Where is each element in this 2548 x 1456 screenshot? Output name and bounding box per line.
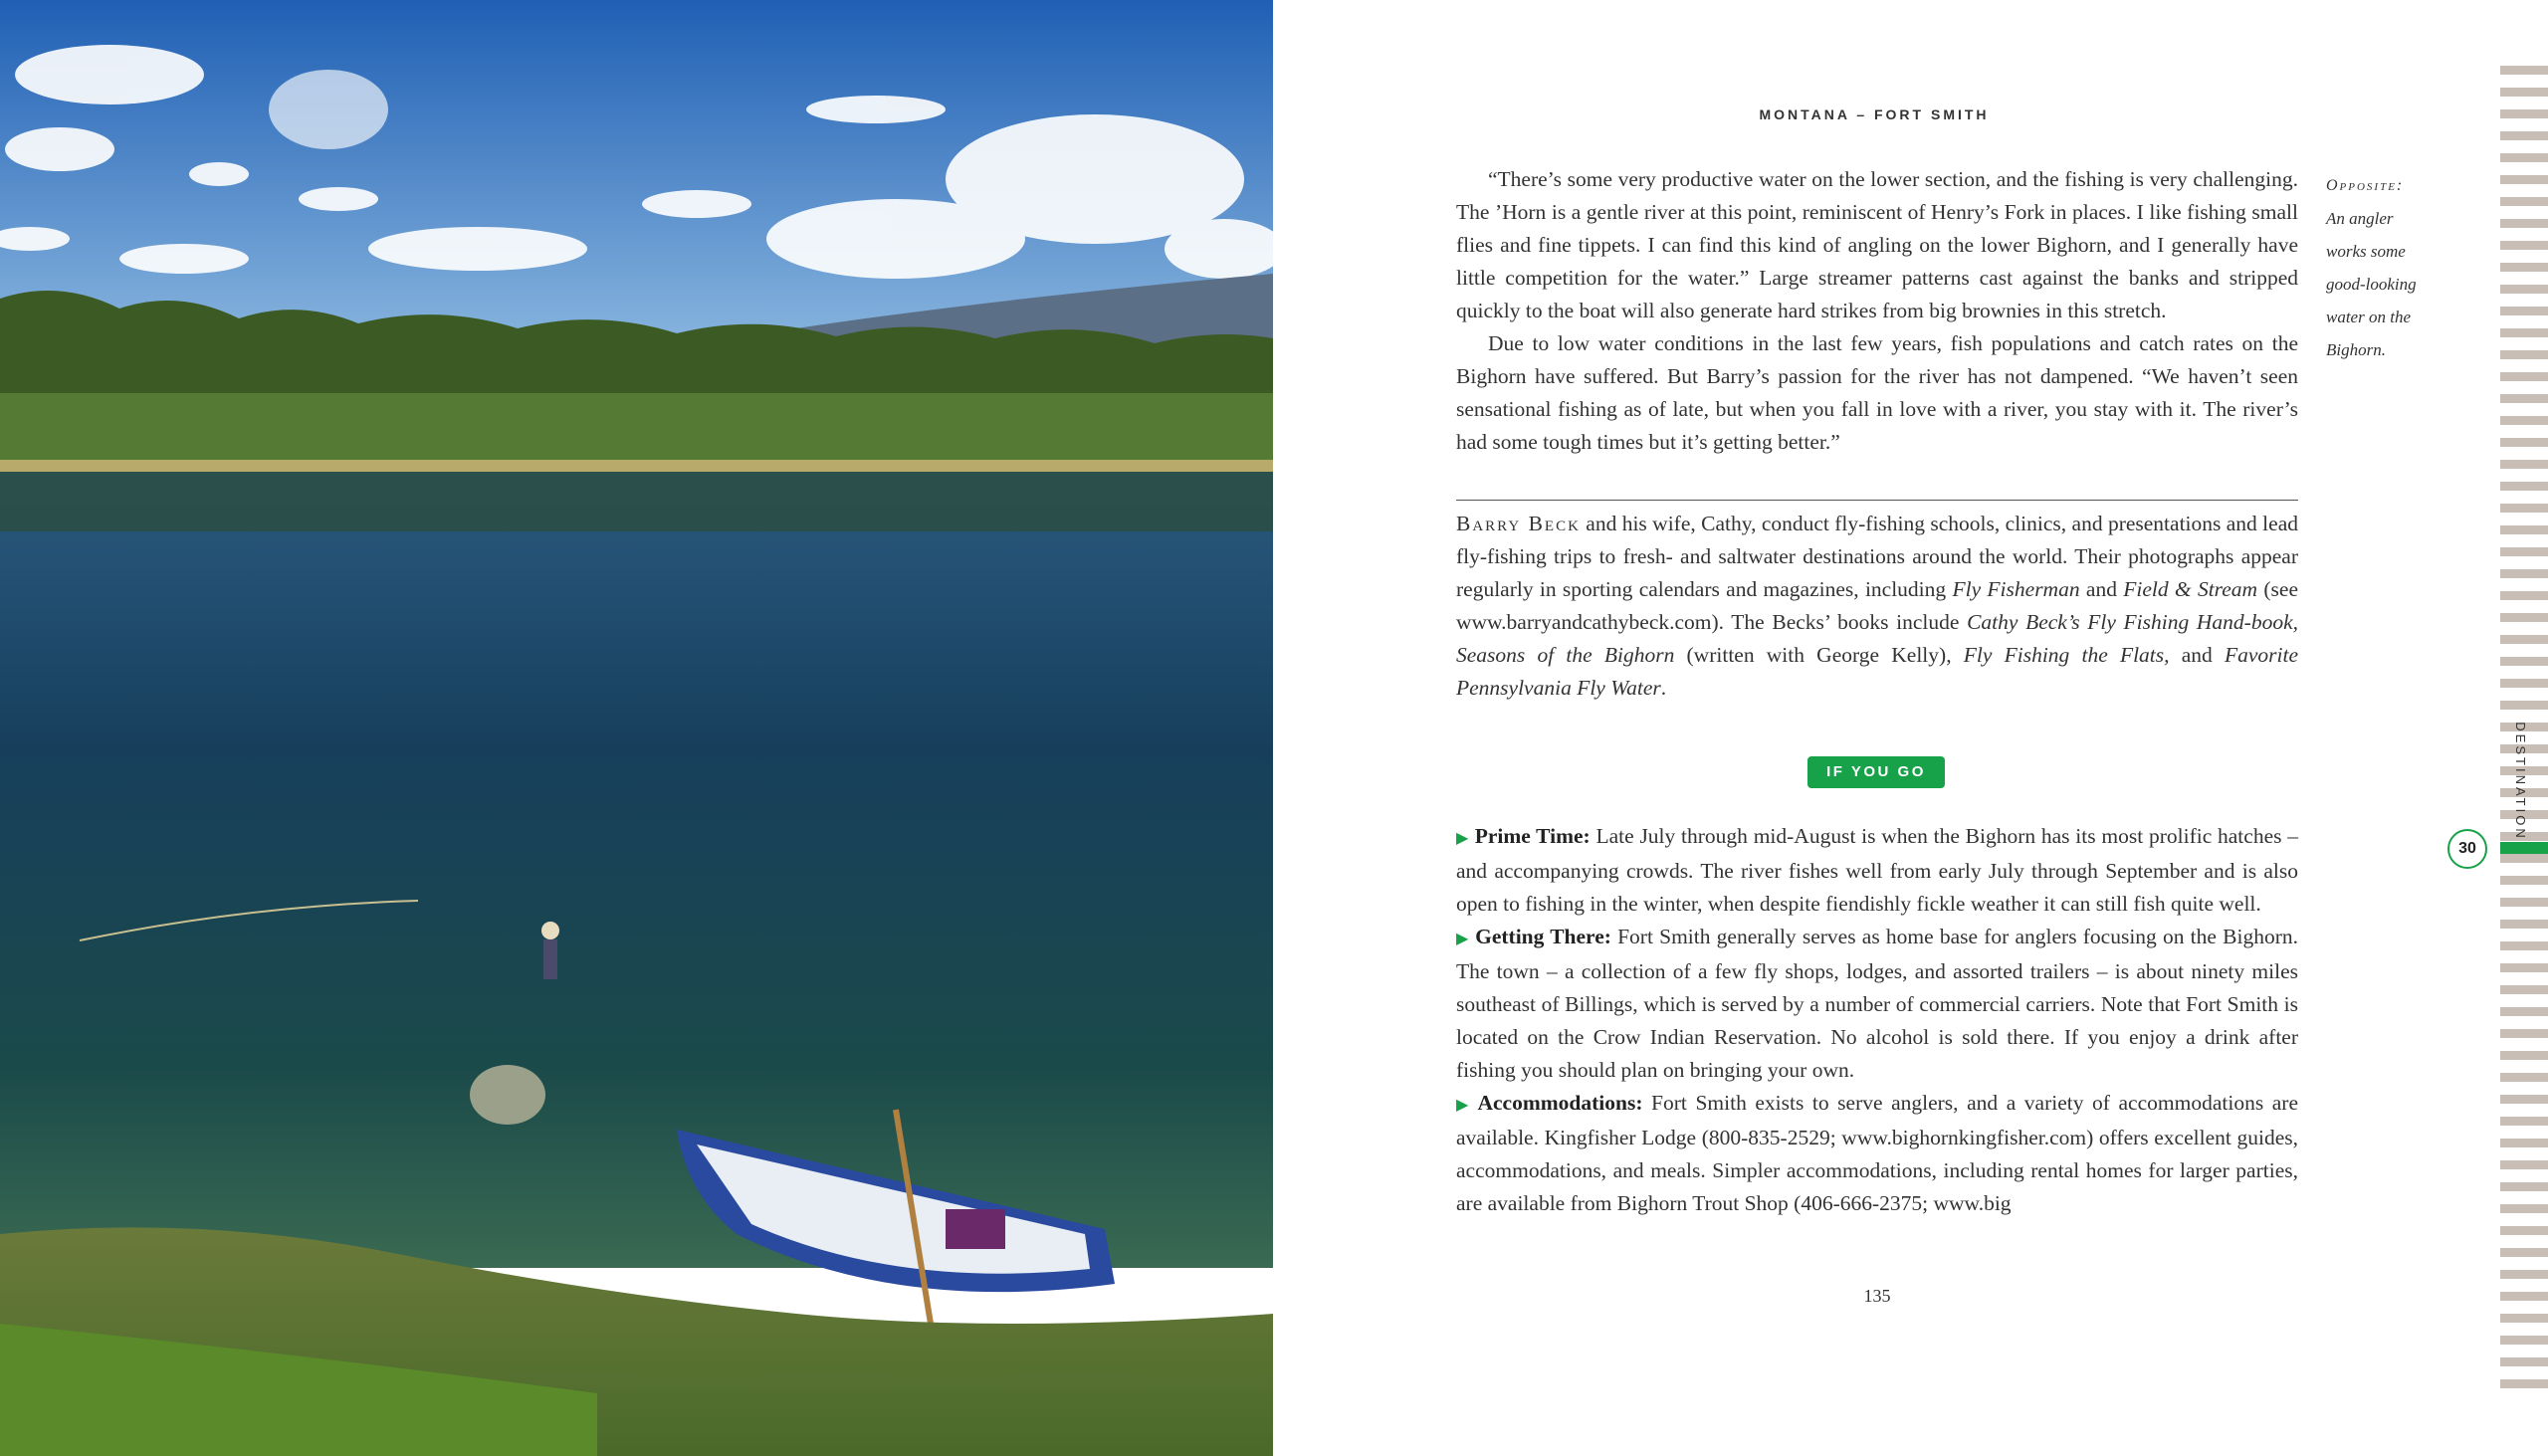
travel-tips	[1456, 820, 2298, 1220]
tip-text: Late July through mid-August is when the Bighorn has its most prolific hatches – and accompanying crowds. The river fishes well from early July through September and is also open to fishing in the winter, when despite fiendishly fickle weather it can still fish quite well.	[1456, 824, 2298, 916]
running-head: MONTANA – FORT SMITH	[1759, 106, 1990, 122]
book-title: Fly Fishing the Flats,	[1963, 643, 2170, 667]
tip-text: Fort Smith exists to serve anglers, and a variety of accommodations are available. Kingfisher Lodge (800-835-2529; www.bighornkingfisher.com) offers excellent guides, accommodations, and meals. Simpler accommodations, including rental homes for larger parties, are available from Bighorn Trout Shop (406-666-2375; www.big	[1456, 1091, 2298, 1215]
magazine-title: Fly Fisherman	[1952, 577, 2080, 601]
tip-heading: Accommodations:	[1477, 1091, 1643, 1115]
bio-text: .	[1660, 676, 1667, 700]
destination-label: DESTINATION	[2513, 722, 2528, 841]
caption-label: Opposite:	[2326, 177, 2405, 194]
tip-item	[1456, 1087, 2298, 1220]
body-text	[1456, 163, 2298, 459]
tip-item	[1456, 820, 2298, 921]
tip-heading: Getting There:	[1475, 925, 1611, 948]
triangle-bullet-icon: ▶	[1456, 931, 1470, 947]
body-paragraph: Due to low water conditions in the last few years, fish populations and catch rates on the Bighorn have suffered. But Barry’s passion for the river has not dampened. “We haven’t seen sensational fishing as of late, but when you fall in love with a river, you stay with it. The river’s had some tough times but it’s getting better.”	[1456, 331, 2298, 454]
photo-caption	[2326, 169, 2436, 366]
section-divider	[1456, 500, 2298, 501]
bio-text: (see www.barryandcathybeck.com). The Becks’ books include	[1456, 577, 2298, 634]
caption-text: An angler works some good-looking water on the Bighorn.	[2326, 209, 2417, 359]
if-you-go-badge: IF YOU GO	[1807, 756, 1945, 788]
bio-text: and his wife, Cathy, conduct fly-fishing schools, clinics, and presentations and lead fly-fishing trips to fresh- and saltwater destinations around the world. Their photographs appear regularly in sporting calendars and magazines, including	[1456, 512, 2298, 601]
bio-text: and	[2169, 643, 2225, 667]
tip-item	[1456, 921, 2298, 1087]
triangle-bullet-icon: ▶	[1456, 1097, 1472, 1114]
book-title: Cathy Beck’s Fly Fishing Hand-book, Seasons of the Bighorn	[1456, 610, 2298, 667]
tip-text: Fort Smith generally serves as home base for anglers focusing on the Bighorn. The town – a collection of a few fly shops, lodges, and assorted trailers – is about ninety miles southeast of Billings, which is served by a number of commercial carriers. Note that Fort Smith is located on the Crow Indian Reservation. No alcohol is sold there. If you enjoy a drink after fishing you should plan on bringing your own.	[1456, 925, 2298, 1082]
tip-heading: Prime Time:	[1474, 824, 1591, 848]
body-paragraph: “There’s some very productive water on the lower section, and the fishing is very challenging. The ’Horn is a gentle river at this point, reminiscent of Henry’s Fork in places. I like fishing small flies and fine tippets. I can find this kind of angling on the lower Bighorn, and I generally have little competition for the water.” Large streamer patterns cast against the banks and stripped quickly to the boat will also generate hard strikes from big brownies in this stretch.	[1456, 167, 2298, 322]
bio-text: and	[2079, 577, 2124, 601]
author-name: Barry Beck	[1456, 512, 1581, 535]
book-title: Favorite Pennsylvania Fly Water	[1456, 643, 2299, 700]
destination-number: 30	[2447, 829, 2487, 869]
bio-text: (written with George Kelly),	[1674, 643, 1964, 667]
magazine-title: Field & Stream	[2123, 577, 2258, 601]
river-photo	[0, 0, 1273, 1456]
author-bio	[1456, 508, 2298, 705]
triangle-bullet-icon: ▶	[1456, 830, 1469, 847]
page-number: 135	[1863, 1286, 1891, 1306]
